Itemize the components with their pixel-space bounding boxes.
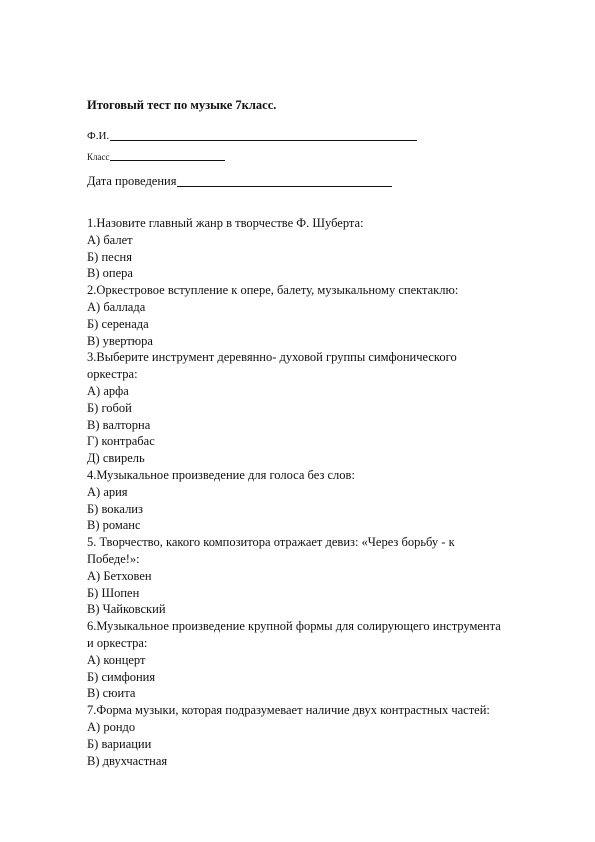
answer-option: В) валторна: [87, 417, 151, 432]
test-questions: [87, 215, 547, 769]
answer-option: А) Бетховен: [87, 568, 152, 583]
class-field: [87, 153, 225, 162]
question-text: 3.Выберите инструмент деревянно- духовой группы симфонического: [87, 350, 457, 365]
fio-label: Ф.И.: [87, 130, 110, 142]
answer-option: Д) свирель: [87, 451, 145, 466]
question-text: 7.Форма музыки, которая подразумевает наличие двух контрастных частей:: [87, 703, 490, 718]
class-underline: [110, 159, 225, 161]
fio-underline: [110, 139, 417, 141]
answer-option: В) сюита: [87, 686, 136, 701]
answer-option: А) баллада: [87, 299, 146, 314]
date-underline: [177, 185, 392, 187]
answer-option: А) ария: [87, 484, 128, 499]
answer-option: Б) вокализ: [87, 501, 143, 516]
question-text: 2.Оркестровое вступление к опере, балету, музыкальному спектаклю:: [87, 283, 459, 298]
answer-option: А) балет: [87, 232, 133, 247]
date-label: Дата проведения: [87, 174, 177, 188]
page-title: Итоговый тест по музыке 7класс.: [87, 98, 277, 112]
answer-option: Б) вариации: [87, 736, 152, 751]
answer-option: Б) гобой: [87, 400, 132, 415]
question-text: 4.Музыкальное произведение для голоса без слов:: [87, 467, 355, 482]
question-text: оркестра:: [87, 367, 138, 382]
answer-option: Б) серенада: [87, 316, 149, 331]
answer-option: В) Чайковский: [87, 602, 166, 617]
answer-option: В) романс: [87, 518, 141, 533]
answer-option: В) опера: [87, 266, 133, 281]
question-text: 6.Музыкальное произведение крупной формы для солирующего инструмента: [87, 619, 501, 634]
answer-option: Г) контрабас: [87, 434, 155, 449]
question-text: 5. Творчество, какого композитора отражает девиз: «Через борьбу - к: [87, 535, 455, 550]
answer-option: В) увертюра: [87, 333, 153, 348]
question-text: и оркестра:: [87, 635, 148, 650]
answer-option: Б) симфония: [87, 669, 156, 684]
answer-option: В) двухчастная: [87, 753, 168, 768]
class-label: Класс: [87, 152, 110, 162]
date-field: [87, 175, 392, 188]
answer-option: А) арфа: [87, 383, 129, 398]
question-text: 1.Назовите главный жанр в творчестве Ф. Шуберта:: [87, 216, 364, 230]
answer-option: Б) песня: [87, 249, 133, 264]
answer-option: А) концерт: [87, 652, 146, 667]
answer-option: А) рондо: [87, 719, 136, 734]
fio-field: [87, 131, 417, 142]
question-text: Победе!»:: [87, 551, 140, 566]
answer-option: Б) Шопен: [87, 585, 140, 600]
